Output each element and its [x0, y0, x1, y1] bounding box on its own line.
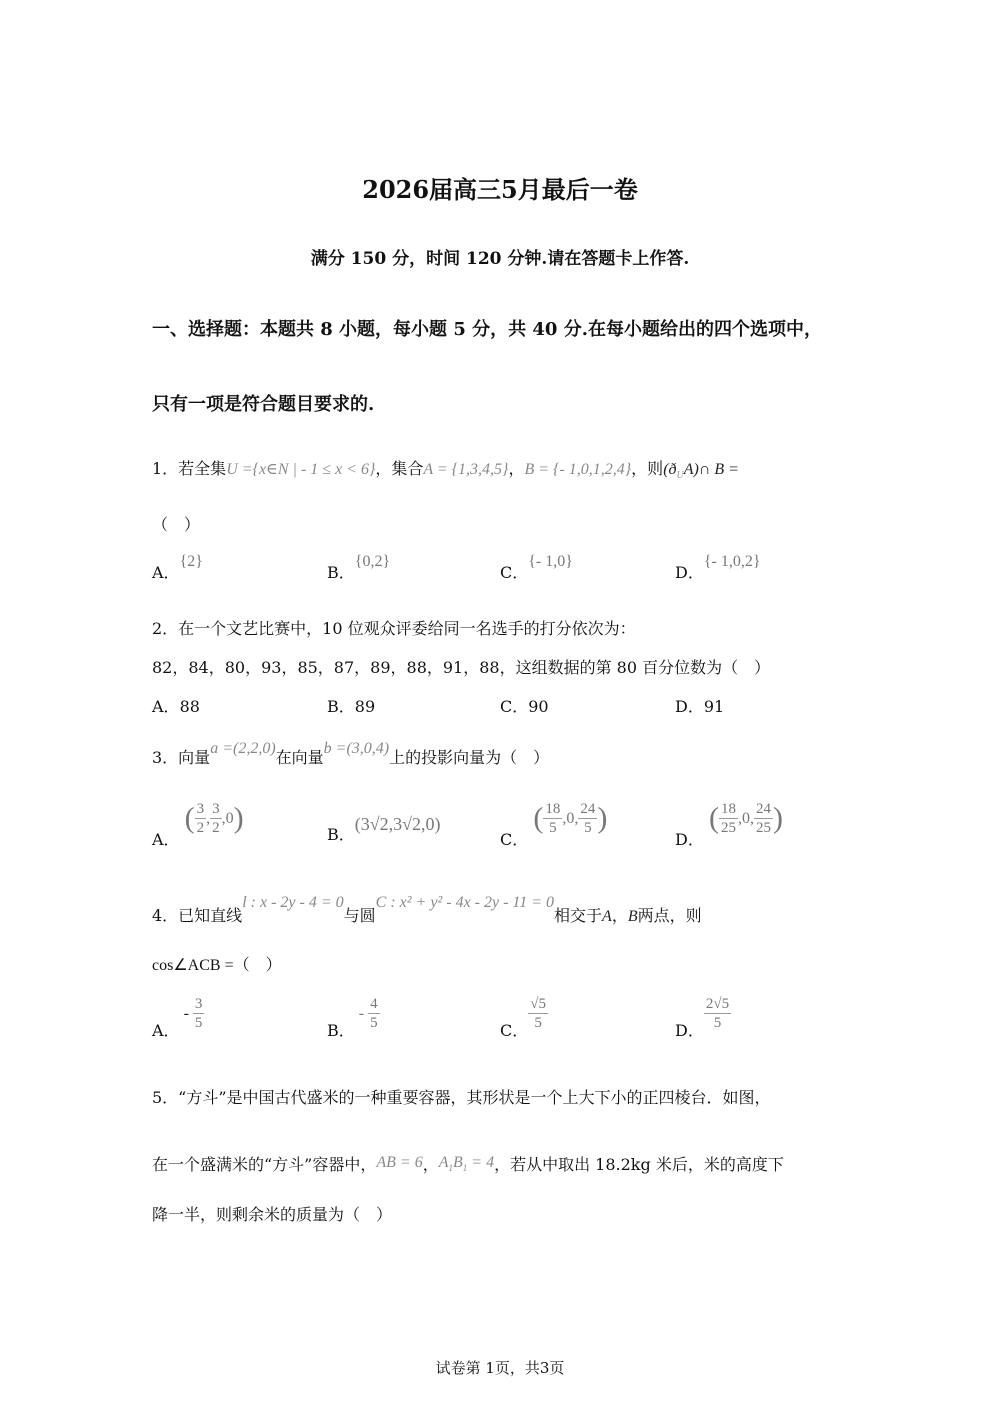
section-heading: 一、选择题：本题共 8 小题，每小题 5 分，共 40 分.在每小题给出的四个选项中， [152, 319, 822, 340]
option-b[interactable]: B．- $\frac{4}{5}$ [327, 996, 378, 1040]
option-a[interactable]: A．88 [152, 697, 200, 716]
option-c[interactable]: C． $\frac{√5}{5}$ [500, 996, 546, 1040]
math-expr: $A_1B_1 = 4$ [438, 1154, 495, 1174]
exam-instructions: 满分 150 分，时间 120 分钟.请在答题卡上作答. [310, 249, 690, 269]
math-expr: U ={x∈N | - 1 ≤ x < 6} [226, 461, 376, 478]
option-a[interactable]: A．{2} [152, 553, 203, 582]
option-d[interactable]: D． $\frac{2√5}{5}$ [675, 996, 730, 1040]
math-expr: B = {- 1,0,1,2,4} [524, 461, 632, 478]
math-expr: l : x - 2y - 4 = 0 [242, 894, 344, 911]
option-c[interactable]: C． ( $\frac{18}{5}$ ,0, $\frac{24}{5}$ ) [500, 801, 608, 849]
option-d[interactable]: D．91 [675, 697, 725, 716]
question-text: ， [508, 459, 525, 478]
question-5: 5．“方斗”是中国古代盛米的一种重要容器，其形状是一个上大下小的正四棱台．如图， [152, 1088, 771, 1107]
question-1 [152, 456, 739, 481]
option-c[interactable]: C．90 [500, 697, 549, 716]
option-a[interactable]: A．- $\frac{3}{5}$ [152, 996, 203, 1040]
question-text: ，集合 [375, 459, 424, 478]
answer-paren: （ ） [152, 515, 201, 534]
question-text: ，则 [631, 459, 664, 478]
question-5-line2: 在一个盛满米的“方斗”容器中，AB = 6，$A_1B_1 = 4$，若从中取出 18.2kg 米后，米的高度下 [152, 1154, 784, 1174]
option-a[interactable]: A． ( $\frac{3}{2}$ , $\frac{3}{2}$ ,0) [152, 801, 244, 849]
math-expr: A = {1,3,4,5} [423, 461, 509, 478]
math-expr: C : x² + y² - 4x - 2y - 11 = 0 [375, 894, 555, 911]
question-text: 1．若全集 [152, 459, 227, 478]
option-b[interactable]: B．{0,2} [327, 553, 391, 582]
option-c[interactable]: C．{- 1,0} [500, 553, 573, 582]
option-d[interactable]: D．{- 1,0,2} [675, 553, 761, 582]
page-footer: 试卷第 1页，共3页 [435, 1359, 565, 1377]
question-3: 3．向量a =(2,2,0)在向量b =(3,0,4)上的投影向量为（ ） [152, 740, 550, 767]
question-4-expr: cos∠ACB =（ ） [152, 957, 282, 974]
option-b[interactable]: B．89 [327, 697, 376, 716]
option-b[interactable]: B．(3√2,3√2,0) [327, 814, 441, 844]
math-expr: $(ð_UA)\cap$ B = [663, 461, 739, 482]
page-title: 2026届高三5月最后一卷 [362, 175, 638, 204]
math-expr: a =(2,2,0) [210, 740, 276, 757]
section-heading-cont: 只有一项是符合题目要求的. [152, 394, 375, 415]
math-expr: b =(3,0,4) [323, 740, 390, 757]
question-2-data: 82，84，80，93，85，87，89，88，91，88，这组数据的第 80 百分位数为（ ） [152, 658, 771, 677]
question-5-line3: 降一半，则剩余米的质量为（ ） [152, 1205, 393, 1224]
question-4: 4．已知直线l : x - 2y - 4 = 0与圆C : x² + y² - 4x - 2y - 11 = 0相交于A，B两点，则 [152, 894, 702, 925]
math-expr: AB = 6 [376, 1154, 423, 1171]
option-d[interactable]: D． ( $\frac{18}{25}$ ,0, $\frac{24}{25}$ ) [675, 801, 783, 849]
question-2: 2．在一个文艺比赛中，10 位观众评委给同一名选手的打分依次为： [152, 619, 636, 638]
